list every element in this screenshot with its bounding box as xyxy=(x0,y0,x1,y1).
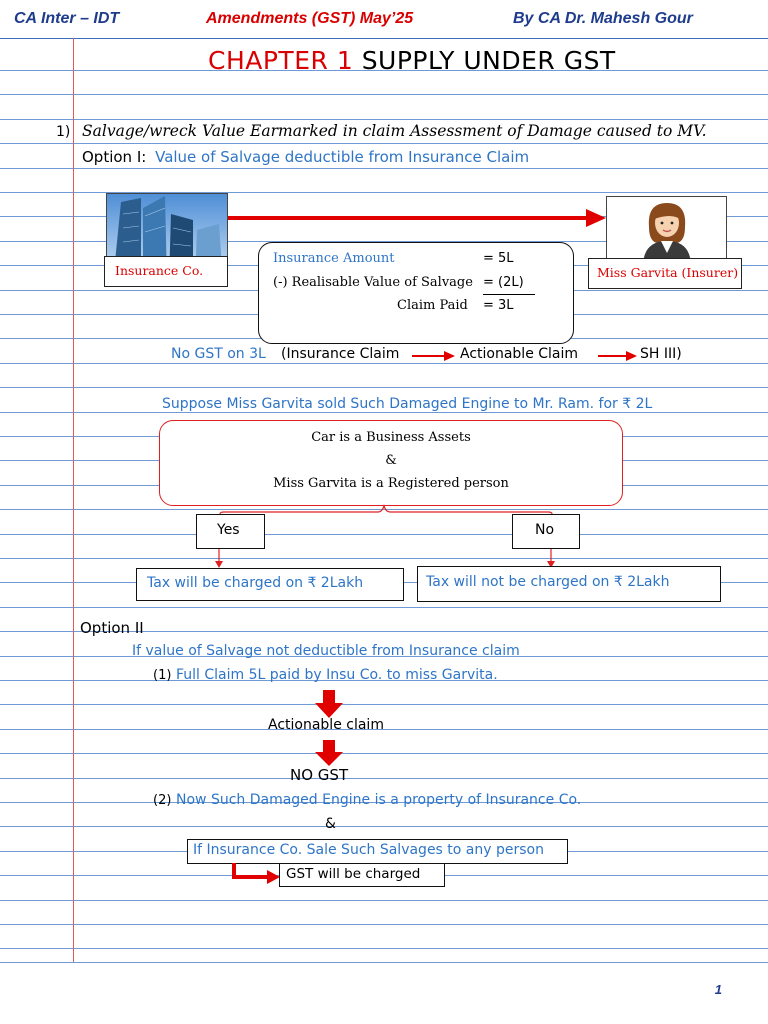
no-box xyxy=(512,514,580,549)
branch-connector xyxy=(218,504,554,524)
condition-line2: & xyxy=(385,453,397,468)
ruled-line xyxy=(0,924,768,925)
insurance-co-label: Insurance Co. xyxy=(115,263,204,278)
thick-down-arrow-icon xyxy=(315,690,343,718)
ruled-line xyxy=(0,753,768,754)
ruled-line xyxy=(0,900,768,901)
condition-line1: Car is a Business Assets xyxy=(311,430,471,445)
thick-down-arrow-icon xyxy=(315,740,343,766)
ruled-line xyxy=(0,729,768,730)
tax-not-charged-box xyxy=(417,566,721,602)
calc-row1-label: Insurance Amount xyxy=(273,251,395,266)
ruled-line xyxy=(0,558,768,559)
ruled-line xyxy=(0,119,768,120)
claim-calculation-box xyxy=(258,242,574,344)
point2-number: (2) xyxy=(153,793,172,808)
actionable-claim-label: Actionable claim xyxy=(268,717,384,733)
option1-label: Option I: xyxy=(82,148,147,166)
option1-text: Value of Salvage deductible from Insurance Claim xyxy=(155,148,530,166)
no-gst-label: NO GST xyxy=(290,766,349,784)
option2-label: Option II xyxy=(80,619,144,637)
calc-row1-value: = 5L xyxy=(483,251,514,266)
header-author: By CA Dr. Mahesh Gour xyxy=(513,10,693,27)
yes-box xyxy=(196,514,265,549)
question-heading: Salvage/wreck Value Earmarked in claim Assessment of Damage caused to MV. xyxy=(82,122,707,140)
chapter-label: CHAPTER 1 xyxy=(208,46,354,75)
calc-row3-label: Claim Paid xyxy=(397,298,468,313)
question-number: 1) xyxy=(56,124,71,140)
header-divider xyxy=(0,38,768,39)
option1-line xyxy=(82,148,529,166)
payment-arrow xyxy=(226,206,610,230)
businesswoman-icon xyxy=(607,197,726,263)
actionable-claim-text: Actionable Claim xyxy=(460,346,579,362)
ruled-line xyxy=(0,607,768,608)
ruled-line xyxy=(0,826,768,827)
insurance-co-label-box xyxy=(104,256,228,287)
right-arrow-icon xyxy=(412,350,456,362)
insured-label-box xyxy=(588,258,742,289)
tax-not-charged-text: Tax will not be charged on ₹ 2Lakh xyxy=(426,574,670,590)
calc-row2-value: = (2L) xyxy=(483,275,524,290)
header-topic: Amendments (GST) May’25 xyxy=(206,10,414,27)
page-number: 1 xyxy=(714,982,722,997)
down-arrow-icon xyxy=(214,549,224,569)
insurance-claim-text: (Insurance Claim xyxy=(281,346,400,362)
gst-charged-box xyxy=(279,863,445,887)
suppose-sale-text: Suppose Miss Garvita sold Such Damaged Engine to Mr. Ram. for ₹ 2L xyxy=(162,396,653,412)
ruled-line xyxy=(0,387,768,388)
salvage-sale-text: If Insurance Co. Sale Such Salvages to any person xyxy=(193,842,544,858)
no-label: No xyxy=(535,522,555,538)
ruled-line xyxy=(0,534,768,535)
point1-text: Full Claim 5L paid by Insu Co. to miss Garvita. xyxy=(176,667,498,683)
margin-line xyxy=(73,38,74,962)
ruled-line xyxy=(0,412,768,413)
chapter-subject: SUPPLY UNDER GST xyxy=(361,46,616,75)
option2-text: If value of Salvage not deductible from Insurance claim xyxy=(132,643,520,659)
calc-underline xyxy=(483,294,535,295)
ruled-line xyxy=(0,704,768,705)
ruled-line xyxy=(0,778,768,779)
gst-charged-text: GST will be charged xyxy=(286,866,421,882)
right-arrow-icon xyxy=(598,350,638,362)
point2-text: Now Such Damaged Engine is a property of Insurance Co. xyxy=(176,792,582,808)
insured-box xyxy=(606,196,727,264)
tax-charged-text: Tax will be charged on ₹ 2Lakh xyxy=(147,575,364,591)
ruled-line xyxy=(0,168,768,169)
page-title xyxy=(208,46,616,75)
no-gst-amount: No GST on 3L xyxy=(171,346,266,362)
condition-box xyxy=(159,420,623,506)
ampersand-label: & xyxy=(325,816,336,832)
ruled-line xyxy=(0,94,768,95)
salvage-sale-box xyxy=(187,839,568,864)
header-course: CA Inter – IDT xyxy=(14,10,120,27)
ruled-line xyxy=(0,143,768,144)
tax-charged-box xyxy=(136,568,404,601)
calc-row3-value: = 3L xyxy=(483,298,514,313)
insured-label: Miss Garvita (Insurer) xyxy=(597,265,739,280)
bottom-line xyxy=(0,962,768,963)
condition-line3: Miss Garvita is a Registered person xyxy=(273,476,509,491)
elbow-arrow-icon xyxy=(229,863,281,885)
calc-row2-label: (-) Realisable Value of Salvage xyxy=(273,275,473,290)
yes-label: Yes xyxy=(217,522,240,538)
ruled-line xyxy=(0,363,768,364)
point1-number: (1) xyxy=(153,668,172,683)
schedule-three-text: SH III) xyxy=(640,346,682,362)
ruled-line xyxy=(0,948,768,949)
